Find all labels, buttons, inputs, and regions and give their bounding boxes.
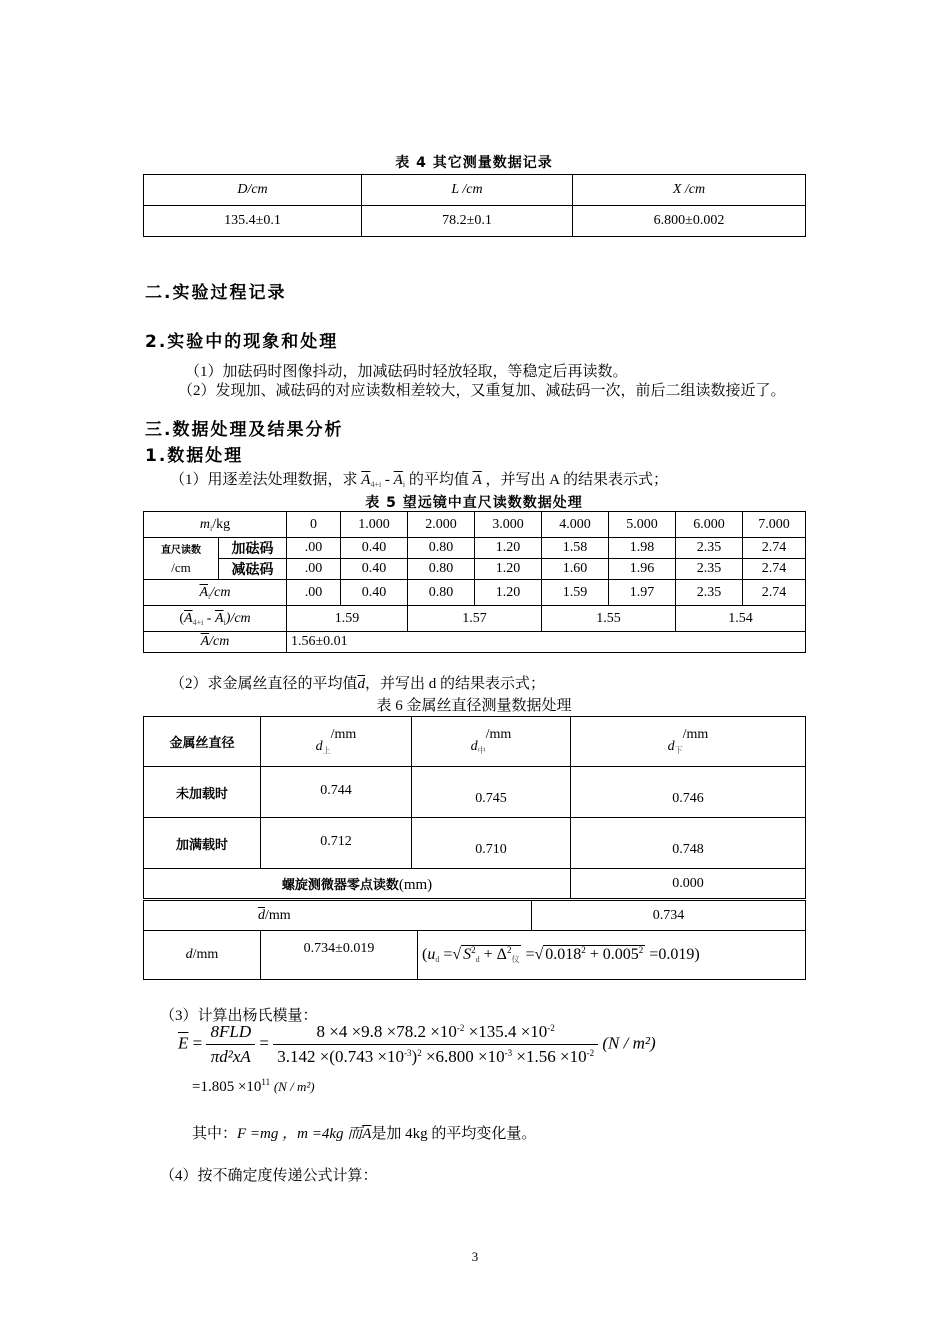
diff-unit: )/cm	[225, 610, 251, 626]
res-d-value: 0.734±0.019	[261, 931, 418, 980]
zero-unit: (mm)	[398, 876, 433, 893]
avg-sub: i	[208, 591, 211, 601]
avg-d-unit: /mm	[265, 907, 291, 923]
table6-results	[143, 900, 806, 931]
avg-7: 2.74	[743, 580, 806, 606]
note-a: $\overline{A}$	[362, 1126, 372, 1142]
result-unit: (N / m²)	[273, 1079, 315, 1094]
formula-num2b: ×135.4 ×10	[464, 1022, 548, 1041]
mean-value: 1.56±0.01	[287, 632, 806, 653]
diff-symbol-b: $\overline{A}$	[214, 610, 224, 626]
mean-symbol: $\overline{A}$	[200, 634, 210, 649]
page-number: 3	[471, 1249, 479, 1264]
question4-title: （4）按不确定度传递公式计算：	[160, 1168, 378, 1184]
avg-0: .00	[287, 580, 341, 606]
formula-den2d: ×1.56 ×10	[512, 1047, 587, 1066]
formula-num1: 8FLD	[206, 1022, 255, 1045]
formula-den1: πd²xA	[210, 1047, 251, 1066]
mid-symbol: d	[470, 739, 478, 754]
add-label: 加砝码	[219, 538, 287, 559]
table4	[143, 174, 806, 237]
formula-den2c: ×6.800 ×10	[421, 1047, 505, 1066]
add-3: 1.20	[475, 538, 542, 559]
table6-header-top	[261, 717, 412, 767]
section2-item1: （1）加砝码时图像抖动，加减砝码时轻放轻取，等稳定后再读数。	[185, 364, 628, 380]
q1-symbol-a: $\overline{A}$	[472, 472, 482, 488]
formula-result	[192, 1077, 315, 1096]
table5-mass-header	[144, 512, 287, 538]
add-1: 0.40	[341, 538, 408, 559]
remove-6: 2.35	[676, 559, 743, 580]
remove-3: 1.20	[475, 559, 542, 580]
mid-sub: 中	[477, 746, 486, 755]
zero-value: 0.000	[571, 869, 806, 899]
table4-header-l: L /cm	[362, 175, 573, 206]
note-prefix: 其中：	[192, 1126, 238, 1142]
remove-7: 2.74	[743, 559, 806, 580]
zero-label-text: 螺旋测微器零点读数	[281, 877, 399, 893]
zero-label	[144, 869, 571, 899]
remove-1: 0.40	[341, 559, 408, 580]
diff-sub-b: i	[223, 617, 226, 627]
reading-label-text: 直尺读数	[161, 544, 201, 556]
reading-unit: /cm	[171, 559, 191, 575]
avg-d-value: 0.734	[532, 901, 806, 931]
table4-value-x: 6.800±0.002	[573, 206, 806, 237]
exp-a: -2	[456, 1023, 465, 1033]
exp-c: -3	[404, 1048, 412, 1058]
table6-header-label: 金属丝直径	[144, 717, 261, 767]
question2-prefix: （2）求金属丝直径的平均值	[170, 676, 358, 692]
exp-d: -3	[504, 1048, 513, 1058]
q1-symbol-a4i: $\overline{A}$	[361, 472, 371, 488]
remove-4: 1.60	[542, 559, 609, 580]
mass-sub: i	[210, 523, 213, 533]
row1-mid: 0.745	[412, 767, 571, 818]
row2-bottom: 0.748	[571, 818, 806, 869]
formula-note	[192, 1122, 536, 1143]
table4-caption: 表 4 其它测量数据记录	[395, 155, 553, 171]
mass-0: 0	[287, 512, 341, 538]
table5-caption: 表 5 望远镜中直尺读数数据处理	[365, 495, 583, 511]
add-6: 2.35	[676, 538, 743, 559]
unc-result: 0.019	[658, 946, 695, 963]
avg-5: 1.97	[609, 580, 676, 606]
formula-den2b: )	[411, 1047, 418, 1066]
mass-4: 4.000	[542, 512, 609, 538]
mass-1: 1.000	[341, 512, 408, 538]
avg-6: 2.35	[676, 580, 743, 606]
top-unit: /mm	[330, 727, 357, 742]
question1-prefix: （1）用逐差法处理数据，求	[170, 472, 358, 488]
formula-unit: (N / m²)	[602, 1033, 656, 1053]
unc-term-a: 0.018	[545, 946, 582, 963]
res-d-label	[144, 931, 261, 980]
bottom-unit: /mm	[682, 727, 709, 742]
remove-2: 0.80	[408, 559, 475, 580]
formula-den2a: 3.142 ×(0.743 ×10	[277, 1047, 405, 1066]
table4-value-l: 78.2±0.1	[362, 206, 573, 237]
remove-label: 减砝码	[219, 559, 287, 580]
avg-4: 1.59	[542, 580, 609, 606]
avg-2: 0.80	[408, 580, 475, 606]
table5	[143, 511, 806, 653]
q1-symbol-ai: $\overline{A}$	[393, 472, 403, 488]
uncertainty-formula: ($u_d$ =√ $S^2_d + \Delta^2_仪$ =√ $0.018^2 + 0.005^2 =0.019$)	[418, 931, 806, 980]
mass-3: 3.000	[475, 512, 542, 538]
diff-header	[144, 606, 287, 632]
table6-header-bottom	[571, 717, 806, 767]
row1-top: 0.744	[261, 767, 412, 818]
row2-label: 加满载时	[144, 818, 261, 869]
top-sub: 上	[322, 746, 331, 755]
bottom-sub: 下	[674, 746, 683, 755]
diff-open: (	[179, 610, 184, 626]
question1-mid: 的平均值	[408, 472, 469, 488]
row2-top: 0.712	[261, 818, 412, 869]
res-d-unit: /mm	[192, 947, 219, 962]
diff-3: 1.54	[676, 606, 806, 632]
diff-sub-a: 4+i	[192, 617, 204, 627]
note-body: F =mg ，m =4kg 而	[237, 1126, 363, 1142]
mass-2: 2.000	[408, 512, 475, 538]
mass-unit: /kg	[212, 516, 231, 532]
table6-caption: 表 6 金属丝直径测量数据处理	[376, 698, 572, 714]
diff-2: 1.55	[542, 606, 676, 632]
mass-5: 5.000	[609, 512, 676, 538]
question1-suffix: ，并写出 A 的结果表示式；	[485, 472, 669, 488]
res-d-symbol: d	[185, 947, 193, 962]
row2-mid: 0.710	[412, 818, 571, 869]
mid-unit: /mm	[485, 727, 512, 742]
mean-unit: /cm	[209, 634, 230, 649]
section3-title: 三.数据处理及结果分析	[145, 420, 344, 440]
formula-num2: 8 ×4 ×9.8 ×78.2 ×10	[316, 1022, 457, 1041]
question2	[170, 672, 545, 693]
mass-7: 7.000	[743, 512, 806, 538]
avg-header	[144, 580, 287, 606]
youngs-modulus-formula: $\overline{E}$ = $\frac{\text{8FLD}}{\text{πd²xA}}$ = $\frac{8 \times 4 \times 9.8 \times 78.2 \times 10^{-2} \times 135.4 \times 10^{-2}}{3.142 \times(0.743 \times 10^{-3})^2 \times 6.800 \times 10^{-3} \times 1.56 \times 10^{-2}}$ (N / m²)	[178, 1022, 656, 1066]
add-0: .00	[287, 538, 341, 559]
table4-header-d: D/cm	[144, 175, 362, 206]
q1-minus: -	[384, 472, 390, 488]
unc-term-b: 0.005	[602, 946, 639, 963]
avg-d-symbol: $\overline{d}$	[258, 907, 265, 923]
result-exp: 11	[261, 1077, 271, 1087]
table4-header-x: X /cm	[573, 175, 806, 206]
mean-header	[144, 632, 287, 653]
avg-1: 0.40	[341, 580, 408, 606]
section2-subtitle: 2.实验中的现象和处理	[145, 332, 339, 352]
row1-label: 未加载时	[144, 767, 261, 818]
diff-symbol-a: $\overline{A}$	[184, 610, 193, 626]
table6-header-mid	[412, 717, 571, 767]
top-symbol: d	[315, 739, 323, 754]
section2-item2: （2）发现加、减砝码的对应读数相差较大，又重复加、减砝码一次，前后二组读数接近了。	[178, 383, 786, 399]
reading-label	[144, 538, 219, 580]
table4-value-d: 135.4±0.1	[144, 206, 362, 237]
q1-sub-i: i	[402, 480, 406, 489]
avg-3: 1.20	[475, 580, 542, 606]
diff-1: 1.57	[408, 606, 542, 632]
avg-d-label	[144, 901, 532, 931]
add-5: 1.98	[609, 538, 676, 559]
question2-suffix: ，并写出 d 的结果表示式；	[365, 676, 546, 692]
result-value: =1.805 ×10	[192, 1079, 262, 1095]
mass-6: 6.000	[676, 512, 743, 538]
formula-symbolic-fraction	[206, 1022, 255, 1067]
add-7: 2.74	[743, 538, 806, 559]
avg-unit: /cm	[210, 584, 231, 600]
formula-numeric-fraction: $\frac{8 \times 4 \times 9.8 \times 78.2 \times 10^{-2} \times 135.4 \times 10^{-2}}{3.142 \times(0.743 \times 10^{-3})^2 \times 6.800 \times 10^{-3} \times 1.56 \times 10^{-2}}$	[273, 1022, 598, 1067]
diff-minus: -	[206, 610, 212, 626]
exp-e: -2	[586, 1048, 595, 1058]
table6-final	[143, 930, 806, 980]
mass-symbol: m	[199, 516, 210, 532]
diff-0: 1.59	[287, 606, 408, 632]
remove-0: .00	[287, 559, 341, 580]
add-2: 0.80	[408, 538, 475, 559]
formula-lhs: $\overline{E}$	[178, 1033, 189, 1053]
note-suffix: 是加 4kg 的平均变化量。	[371, 1126, 537, 1142]
question2-symbol: $\overline{d}$	[357, 676, 366, 692]
bottom-symbol: d	[667, 739, 675, 754]
section3-subtitle: 1.数据处理	[145, 446, 244, 466]
q1-sub-4i: 4+i	[370, 480, 382, 489]
section2-title: 二.实验过程记录	[145, 283, 287, 303]
question1	[170, 468, 668, 489]
row1-bottom: 0.746	[571, 767, 806, 818]
table6	[143, 716, 806, 899]
avg-symbol: $\overline{A}$	[199, 584, 209, 600]
add-4: 1.58	[542, 538, 609, 559]
question3-title: （3）计算出杨氏模量：	[160, 1008, 318, 1024]
remove-5: 1.96	[609, 559, 676, 580]
exp-b: -2	[547, 1023, 555, 1033]
